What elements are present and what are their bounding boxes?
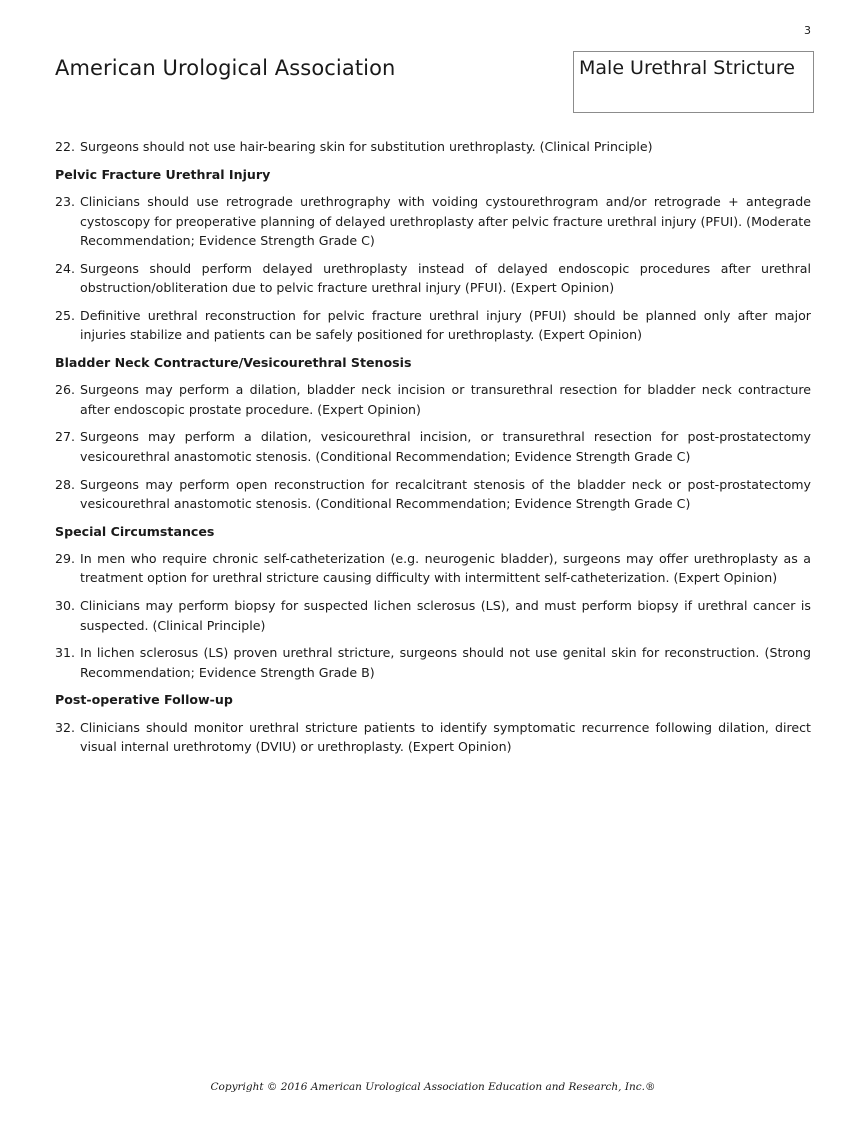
statement-item bbox=[55, 718, 811, 757]
statement-item bbox=[55, 259, 811, 298]
statement-number: 30. bbox=[55, 598, 76, 614]
section-heading-bladder-neck: Bladder Neck Contracture/Vesicourethral Stenosis bbox=[55, 354, 412, 370]
statement-number: 28. bbox=[55, 476, 76, 492]
organization-name: American Urological Association bbox=[55, 56, 396, 80]
section-heading-pelvic-fracture: Pelvic Fracture Urethral Injury bbox=[55, 166, 271, 182]
statement-text: Surgeons should not use hair-bearing skin for substitution urethroplasty. (Clinical Principle) bbox=[80, 139, 653, 154]
section-heading-special-circumstances: Special Circumstances bbox=[55, 523, 215, 539]
statement-item bbox=[55, 643, 811, 682]
statement-item bbox=[55, 427, 811, 466]
statement-item bbox=[55, 137, 811, 156]
statement-text: Surgeons may perform open reconstruction for recalcitrant stenosis of the bladder neck or post-prostatectomy vesicourethral anastomotic stenosis. (Conditional Recommendation; Evidence Strength Grade C) bbox=[80, 476, 811, 511]
statement-text: In lichen sclerosus (LS) proven urethral stricture, surgeons should not use genital skin for reconstruction. (Strong Recommendation; Evidence Strength Grade B) bbox=[80, 645, 811, 680]
guideline-title-box bbox=[573, 51, 814, 113]
statement-number: 24. bbox=[55, 260, 76, 276]
statement-item bbox=[55, 596, 811, 635]
statement-number: 25. bbox=[55, 307, 76, 323]
statement-text: Clinicians may perform biopsy for suspected lichen sclerosus (LS), and must perform biopsy if urethral cancer is suspected. (Clinical Principle) bbox=[80, 598, 811, 633]
statement-item bbox=[55, 380, 811, 419]
statement-number: 27. bbox=[55, 429, 76, 445]
guideline-title: Male Urethral Stricture bbox=[579, 57, 795, 79]
statement-text: Clinicians should monitor urethral stricture patients to identify symptomatic recurrence following dilation, direct visual internal urethrotomy (DVIU) or urethroplasty. (Expert Opinion) bbox=[80, 719, 811, 755]
statement-number: 32. bbox=[55, 719, 76, 735]
statement-text: Definitive urethral reconstruction for pelvic fracture urethral injury (PFUI) should be planned only after major injuries stabilize and patients can be safely positioned for urethroplasty. (Expert Opinion) bbox=[80, 307, 811, 343]
statement-number: 22. bbox=[55, 139, 76, 154]
statement-item bbox=[55, 306, 811, 345]
statement-number: 31. bbox=[55, 645, 76, 661]
statement-number: 26. bbox=[55, 382, 76, 398]
statement-number: 29. bbox=[55, 551, 76, 567]
statement-item bbox=[55, 475, 811, 514]
copyright-footer: Copyright © 2016 American Urological Association Education and Research, Inc.® bbox=[210, 1081, 656, 1093]
statement-text: Surgeons may perform a dilation, bladder neck incision or transurethral resection for bladder neck contracture after endoscopic prostate procedure. (Expert Opinion) bbox=[80, 382, 811, 417]
statement-text: Surgeons should perform delayed urethroplasty instead of delayed endoscopic procedures after urethral obstruction/obliteration due to pelvic fracture urethral injury (PFUI). (Expert Opinion) bbox=[80, 260, 811, 295]
statement-item bbox=[55, 549, 811, 588]
statement-number: 23. bbox=[55, 194, 76, 210]
page-number: 3 bbox=[804, 24, 811, 37]
section-heading-follow-up: Post-operative Follow-up bbox=[55, 692, 233, 708]
guideline-statements bbox=[55, 137, 811, 765]
statement-text: In men who require chronic self-catheterization (e.g. neurogenic bladder), surgeons may offer urethroplasty as a treatment option for urethral stricture causing difficulty with intermittent self-catheterization. (Expert Opinion) bbox=[80, 551, 811, 586]
statement-text: Surgeons may perform a dilation, vesicourethral incision, or transurethral resection for post-prostatectomy vesicourethral anastomotic stenosis. (Conditional Recommendation; Evidence Strength Grade C) bbox=[80, 429, 811, 464]
statement-text: Clinicians should use retrograde urethrography with voiding cystourethrogram and/or retrograde + antegrade cystoscopy for preoperative planning of delayed urethroplasty after pelvic fracture urethral injury (PFUI). (Moderate Recommendation; Evidence Strength Grade C) bbox=[80, 194, 811, 248]
statement-item bbox=[55, 192, 811, 250]
